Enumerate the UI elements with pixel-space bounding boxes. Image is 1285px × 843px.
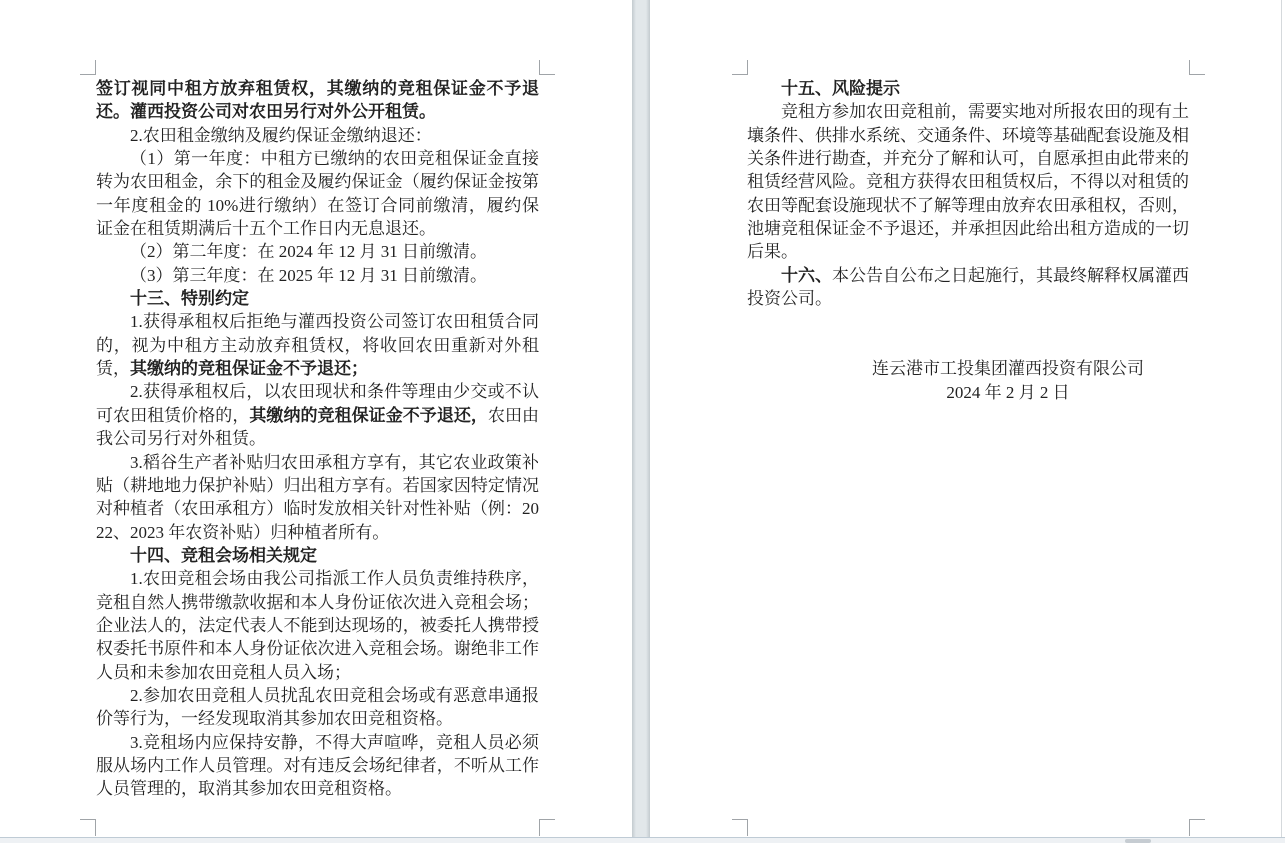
page-gap-divider xyxy=(632,0,650,838)
text-run: 竞租方参加农田竞租前，需要实地对所报农田的现有土壤条件、供排水系统、交通条件、环境等基础配套设施及相关条件进行勘查，并充分了解和认可，自愿承担由此带来的租赁经营风险。竞租方获得农田租赁权后，不得以对租赁的农田等配套设施现状不了解等理由放弃农田承租权，否则，池塘竞租保证金不予退还，并承担因此给出租方造成的一切后果。 xyxy=(747,102,1189,262)
crop-mark-bottom-right xyxy=(539,819,555,836)
crop-mark-top-left xyxy=(732,60,748,75)
text-run: （2）第二年度：在 2024 年 12 月 31 日前缴清。 xyxy=(130,242,487,262)
crop-mark-bottom-left xyxy=(732,819,748,836)
paragraph[interactable] xyxy=(96,77,539,124)
text-run: （1）第一年度：中租方已缴纳的农田竞租保证金直接转为农田租金，余下的租金及履约保证金（履约保证金按第一年度租金的 10%进行缴纳）在签订合同前缴清，履约保证金在租赁期满后十五个工作日内无息退还。 xyxy=(96,149,539,239)
paragraph[interactable] xyxy=(747,77,1189,100)
paragraph[interactable] xyxy=(96,684,539,731)
text-run: 其缴纳的竞租保证金不予退还； xyxy=(130,359,368,379)
text-run: 2.参加农田竞租人员扰乱农田竞租会场或有恶意串通报价等行为，一经发现取消其参加农田竞租资格。 xyxy=(96,685,539,729)
signature-company: 连云港市工投集团灌西投资有限公司 xyxy=(872,359,1144,379)
signature-date: 2024 年 2 月 2 日 xyxy=(946,382,1070,402)
document-page-2 xyxy=(650,0,1281,838)
text-run: 1.农田竞租会场由我公司指派工作人员负责维持秩序，竞租自然人携带缴款收据和本人身份证依次进入竞租会场；企业法人的，法定代表人不能到达现场的，被委托人携带授权委托书原件和本人身份证依次进入竞租会场。谢绝非工作人员和未参加农田竞租人员入场； xyxy=(96,569,539,682)
bottom-window-edge xyxy=(0,837,1285,843)
paragraph[interactable] xyxy=(96,264,539,287)
paragraph[interactable] xyxy=(96,310,539,380)
crop-mark-bottom-right xyxy=(1189,819,1205,836)
text-run: 十六、 xyxy=(781,265,832,285)
crop-mark-top-right xyxy=(539,60,555,75)
text-run: 签订视同中租方放弃租赁权，其缴纳的竞租保证金不予退还。灌西投资公司对农田另行对外公开租赁。 xyxy=(96,79,539,122)
text-run: 农田由我公司另行对外租赁。 xyxy=(96,405,540,449)
crop-mark-bottom-left xyxy=(80,819,96,836)
text-run: 本公告自公布之日起施行，其最终解释权属灌西投资公司。 xyxy=(747,265,1189,309)
horizontal-scrollbar-thumb[interactable] xyxy=(1125,839,1151,843)
paragraph[interactable] xyxy=(747,100,1189,263)
paragraph[interactable] xyxy=(747,264,1189,311)
text-run: 十三、特别约定 xyxy=(130,289,249,309)
paragraph[interactable] xyxy=(96,731,539,801)
text-run: 十五、风险提示 xyxy=(781,79,900,98)
paragraph[interactable] xyxy=(96,380,539,450)
crop-mark-top-left xyxy=(80,60,96,75)
page-1-text-area[interactable] xyxy=(96,77,539,801)
text-run: 1.获得承租权后拒绝与灌西投资公司签订农田租赁合同的，视为中租方主动放弃租赁权，将收回农田重新对外租赁， xyxy=(96,312,539,379)
text-run: 3.稻谷生产者补贴归农田承租方享有，其它农业政策补贴（耕地地力保护补贴）归出租方享有。若国家因特定情况对种植者（农田承租方）临时发放相关针对性补贴（例：2022、2023 年农资补贴）归种植者所有。 xyxy=(96,452,539,542)
text-run: 2.获得承租权后，以农田现状和条件等理由少交或不认可农田租赁价格的， xyxy=(96,382,539,425)
paragraph[interactable] xyxy=(96,124,539,147)
paragraph[interactable] xyxy=(96,147,539,240)
text-run: 十四、竞租会场相关规定 xyxy=(130,545,317,565)
text-run: （3）第三年度：在 2025 年 12 月 31 日前缴清。 xyxy=(130,265,487,285)
text-run: 2.农田租金缴纳及履约保证金缴纳退还： xyxy=(130,125,432,145)
page-2-text-area[interactable] xyxy=(747,77,1189,404)
window-right-edge xyxy=(1281,0,1282,838)
text-run: 3.竞租场内应保持安静，不得大声喧哗，竞租人员必须服从场内工作人员管理。对有违反会场纪律者，不听从工作人员管理的，取消其参加农田竞租资格。 xyxy=(96,732,539,799)
paragraph[interactable] xyxy=(96,567,539,684)
paragraph[interactable] xyxy=(96,544,539,567)
signature-block xyxy=(872,357,1144,404)
paragraph[interactable] xyxy=(96,287,539,310)
document-page-1 xyxy=(0,0,632,838)
crop-mark-top-right xyxy=(1189,60,1205,75)
text-run: 其缴纳的竞租保证金不予退还， xyxy=(249,405,488,425)
paragraph[interactable] xyxy=(96,451,539,544)
paragraph[interactable] xyxy=(96,240,539,263)
